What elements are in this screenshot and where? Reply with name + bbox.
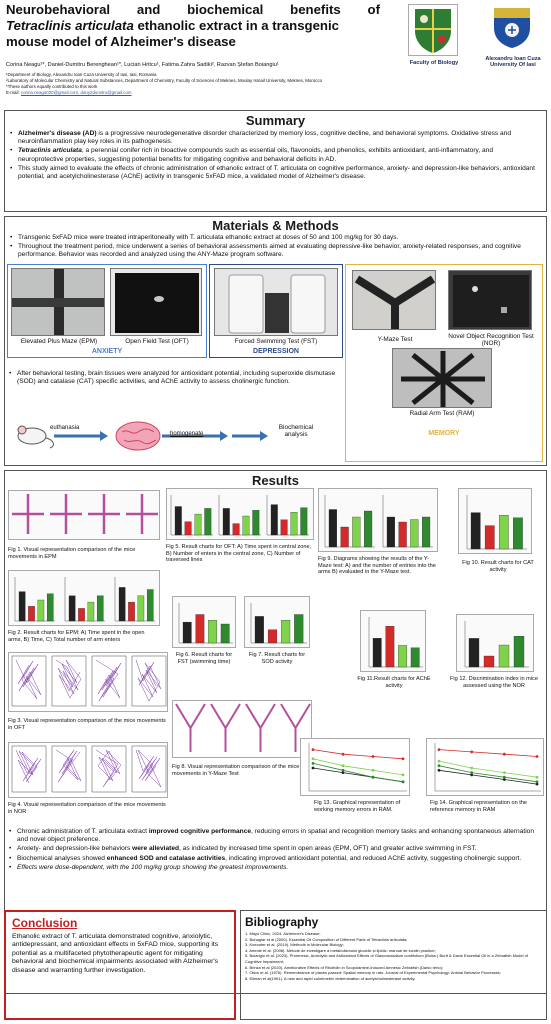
track-mark bbox=[246, 704, 261, 728]
email-label: E-mail: bbox=[6, 90, 20, 95]
title-line-1 bbox=[6, 2, 380, 18]
fig13-panel bbox=[300, 738, 410, 796]
fig7-caption: Fig 7. Result charts for SOD activity bbox=[248, 652, 306, 665]
title-word: and bbox=[136, 2, 161, 17]
oft-photo bbox=[110, 268, 202, 336]
arena-mark bbox=[12, 746, 46, 792]
fig3-panel bbox=[8, 652, 168, 712]
bar-mark bbox=[514, 636, 524, 667]
depression-label: DEPRESSION bbox=[253, 348, 299, 355]
affiliations bbox=[6, 72, 386, 96]
summary-heading: Summary bbox=[245, 113, 306, 128]
fig14-panel bbox=[426, 738, 544, 796]
bar-mark bbox=[47, 594, 53, 621]
conclusion-heading: Conclusion bbox=[12, 916, 78, 930]
fig5-caption: Fig 5. Result charts for OFT: A) Time spent in central zone, B) Number of enters in the central zone, C) Number of traversed lines bbox=[166, 544, 312, 564]
fig5-panel bbox=[166, 488, 314, 540]
bar-mark bbox=[138, 596, 144, 621]
authors: Corina Neagu¹*, Daniel-Dumitru Berenghean¹*, Lucian Hritcu¹, Fatima Zahra Sadiki², Razvan Ștefan Boiangiu¹ bbox=[6, 62, 279, 68]
results-findings bbox=[8, 828, 542, 873]
fig13-caption: Fig 13. Graphical representation of working memory errors in RAM. bbox=[314, 800, 401, 813]
bar-mark bbox=[373, 638, 381, 667]
summary-section bbox=[4, 110, 547, 212]
fst-caption: Forced Swimming Test (FST) bbox=[234, 338, 318, 345]
epm-tracks bbox=[9, 491, 161, 541]
bar-mark bbox=[364, 511, 372, 547]
series-line bbox=[313, 750, 403, 759]
title-text: ethanolic extract in a transgenic bbox=[133, 18, 339, 33]
title-word: Neurobehavioral bbox=[6, 2, 111, 17]
bar-mark bbox=[28, 606, 34, 621]
series-line bbox=[439, 750, 537, 757]
bar-mark bbox=[223, 508, 230, 535]
bar-mark bbox=[301, 508, 308, 535]
bar-mark bbox=[147, 590, 153, 622]
finding-item bbox=[8, 828, 542, 844]
bar-mark bbox=[208, 620, 216, 643]
title-word: benefits bbox=[290, 2, 341, 17]
faculty-label: Faculty of Biology bbox=[409, 60, 459, 66]
oft-caption: Open Field Test (OFT) bbox=[125, 338, 189, 345]
ram-reference-memory-chart bbox=[427, 739, 545, 797]
bar-mark bbox=[341, 527, 349, 547]
summary-item bbox=[9, 147, 540, 163]
fig6-caption: Fig 6. Result charts for FST (swimming time) bbox=[175, 652, 233, 665]
finding-text: Effects were dose-dependent, with the 100 mg/kg group showing the greatest improvements. bbox=[17, 863, 289, 871]
species-name: Tetraclinis articulata bbox=[6, 18, 134, 33]
email-line bbox=[6, 90, 386, 96]
ymaze-tracks bbox=[173, 701, 313, 759]
fig6-panel bbox=[172, 596, 236, 648]
oft-bar-charts bbox=[167, 489, 315, 541]
bar-mark bbox=[243, 516, 250, 535]
fig9-panel bbox=[318, 488, 438, 552]
faculty-crest-icon bbox=[409, 5, 457, 55]
fst-photo bbox=[214, 268, 338, 336]
university-logo bbox=[488, 4, 536, 50]
results-heading: Results bbox=[252, 473, 299, 488]
reference-item: 6. Brinza et al (2020). Ameliorative Effects of Rhoifolin in Scopolamine-Induced Amnesic Zebrafish (Danio rerio); bbox=[245, 964, 444, 970]
bar-mark bbox=[329, 510, 337, 548]
bar-mark bbox=[233, 524, 240, 535]
track-mark bbox=[211, 704, 226, 728]
reference-item: 2. Buhagiar et al (2000). Essential Oil Composition of Different Parts of Tetraclinis articulata; bbox=[245, 936, 408, 942]
open-field-graphic bbox=[111, 269, 202, 336]
fig2-caption: Fig 2. Result charts for EPM: A) Time spent in the open arms, B) Time, C) Total number of arm enters bbox=[8, 630, 145, 643]
bar-mark bbox=[294, 615, 303, 644]
poster-title bbox=[6, 2, 380, 50]
reference-item: 8. Ellman et al(1961). A new and rapid colorimetric determination of acetylcholinesterase activity. bbox=[245, 975, 416, 981]
bibliography-list bbox=[245, 931, 542, 981]
bar-mark bbox=[513, 518, 522, 549]
finding-item bbox=[8, 845, 542, 853]
nor-tracks bbox=[9, 743, 169, 799]
finding-text: , reducing errors in spatial and recognition memory tasks and enhancing spontaneous alternation and novel object preference. bbox=[17, 828, 535, 844]
title-line-2 bbox=[6, 18, 380, 34]
bold-term: Tetraclinis articulata bbox=[18, 147, 82, 155]
ram-photo bbox=[392, 348, 492, 408]
track-mark bbox=[281, 704, 296, 728]
fig10-panel bbox=[458, 488, 532, 554]
methods-item: • Throughout the treatment period, mice underwent a series of behavioral assessments aimed at evaluating depressive-like behavior, anxiety-related responses, and cognitive performance. Behavior was recorded and analyzed using the ANY-Maze program software. bbox=[9, 243, 540, 259]
university-crest-icon bbox=[488, 4, 536, 50]
track-mark bbox=[191, 704, 206, 728]
bar-mark bbox=[69, 596, 75, 621]
bold-term: Alzheimer's disease (AD) bbox=[18, 130, 97, 137]
bar-mark bbox=[499, 515, 508, 549]
conclusion-section bbox=[4, 910, 236, 1020]
affiliation-1: ¹Department of Biology, Alexandru Ioan Cuza University of Iasi, Iasi, Romania bbox=[6, 72, 157, 77]
fig10-caption: Fig 10. Result charts for CAT activity bbox=[462, 560, 534, 573]
memory-label: MEMORY bbox=[428, 430, 460, 437]
item-text: is a progressive neurodegenerative disorder characterized by memory loss, cognitive decline, and behavioral symptoms. Oxidative stress and neuroinflammation play key roles in its pathogenesis. bbox=[18, 130, 512, 146]
finding-text: Anxiety- and depression-like behaviors bbox=[17, 845, 133, 853]
nor-photo bbox=[448, 270, 532, 330]
title-word: of bbox=[367, 2, 380, 17]
bar-mark bbox=[88, 602, 94, 621]
nor-discrimination-chart bbox=[457, 615, 535, 673]
ymaze-photo bbox=[352, 270, 436, 330]
fig12-panel bbox=[456, 614, 534, 672]
bar-mark bbox=[185, 522, 192, 535]
ymaze-bar-charts bbox=[319, 489, 439, 553]
bar-mark bbox=[268, 630, 277, 643]
y-maze-graphic bbox=[353, 271, 436, 330]
fig11-panel bbox=[360, 610, 426, 672]
summary-list bbox=[5, 128, 546, 181]
item-text: This study aimed to evaluate the effects of chronic administration of ethanolic extract of T. articulata on cognitive performance, anxiety- and depression-like behaviors, antioxidant potential, and acetylcholinesterase (AChE) activity in transgenic 5xFAD mice, a validated model of Alzheimer's disease. bbox=[18, 164, 535, 181]
bar-mark bbox=[78, 608, 84, 621]
bar-mark bbox=[196, 615, 204, 644]
reference-item: 4. Artenie et al. (2008). Metode de investigare a metabolismului glucidic și lipidic: manual de lucrări practice; bbox=[245, 947, 436, 953]
bar-mark bbox=[253, 510, 260, 535]
reference-item: 5. Boiangiu et al. (2023). Promnesic, Anxiolytic and Antioxidant Effects of Glaucosciadium cordifolium (Boiss.) Burtt & Davis Essential Oil in a Zebrafish Model of Cognitive Impairment; bbox=[245, 953, 528, 964]
bar-mark bbox=[128, 602, 134, 621]
fig1-caption: Fig 1. Visual representation comparison of the mice movements in EPM bbox=[8, 547, 136, 560]
bar-mark bbox=[386, 626, 394, 667]
track-mark bbox=[296, 704, 311, 728]
fig8-panel bbox=[172, 700, 312, 758]
email-links[interactable]: corina.neagu020@gmail.com, dany2dumitru@gmail.com bbox=[20, 90, 132, 95]
fig1-panel bbox=[8, 490, 160, 540]
homogenate-label: homogenate bbox=[170, 431, 204, 437]
title-line-3: mouse model of Alzheimer's disease bbox=[6, 34, 236, 49]
epm-caption: Elevated Plus Maze (EPM) bbox=[20, 338, 98, 345]
finding-bold: improved cognitive performance bbox=[148, 828, 252, 835]
bar-mark bbox=[119, 587, 125, 621]
finding-text: , indicating improved antioxidant potential, and reduced AChE activity, suggesting cholinergic support. bbox=[225, 854, 522, 862]
finding-bold: were alleviated bbox=[132, 845, 180, 853]
finding-text: , as indicated by increased time spent in open areas (EPM, OFT) and greater active swimming in FST. bbox=[179, 845, 477, 853]
fig14-caption: Fig 14. Graphical representation on the reference memory in RAM bbox=[430, 800, 528, 813]
series-line bbox=[439, 770, 537, 784]
bar-mark bbox=[291, 512, 298, 535]
fig8-caption: Fig 8. Visual representation comparison of the mice movements in Y-Maze Test bbox=[172, 764, 300, 777]
ache-bar-chart bbox=[361, 611, 427, 673]
reference-item: 3. Koeouter et al. (2019). Methods in Molecular Biology; bbox=[245, 942, 344, 948]
bar-mark bbox=[195, 514, 202, 535]
conclusion-text: Ethanolic extract of T. articulata demonstrated cognitive, anxiolytic, antidepressant, and antioxidant effects in 5xFAD mice, supporting its potential as a multifaceted phytotherapeutic agent for mitigating behavioral and biochemical impairments associated with Alzheimer's disease and warranting further investigation. bbox=[12, 933, 219, 974]
bar-mark bbox=[271, 505, 278, 535]
bar-mark bbox=[175, 507, 182, 536]
fig12-caption: Fig 12. Discrimination index in mice assessed using the NOR bbox=[450, 676, 538, 689]
bar-mark bbox=[499, 645, 509, 667]
bar-mark bbox=[485, 526, 494, 549]
bar-mark bbox=[410, 520, 418, 548]
track-mark bbox=[226, 704, 241, 728]
reference-item: 7. Olton et al. (1976). Remembrance of places passed: Spatial memory in rats. Journal of Experimental Psychology: Animal Behavior Processes; bbox=[245, 970, 501, 976]
nor-caption: Novel Object Recognition Test (NOR) bbox=[448, 333, 534, 347]
analysis-label: Biochemical analysis bbox=[278, 424, 314, 438]
faculty-logo bbox=[408, 4, 458, 56]
bar-mark bbox=[281, 620, 290, 643]
fst-bar-chart bbox=[173, 597, 237, 649]
nor-arena-graphic bbox=[449, 271, 532, 330]
arena-mark bbox=[12, 656, 46, 706]
biochem-list bbox=[8, 370, 342, 387]
bar-mark bbox=[484, 656, 494, 667]
bar-mark bbox=[205, 508, 212, 535]
finding-text: Biochemical analyses showed bbox=[17, 854, 107, 862]
bar-mark bbox=[399, 522, 407, 547]
biochem-item: • After behavioral testing, brain tissues were analyzed for antioxidant potential, including superoxide dismutase (SOD) and catalase (CAT) specific activities, and AChE activity to assess cholinergic function. bbox=[8, 370, 342, 386]
fig2-panel bbox=[8, 570, 160, 626]
fig4-caption: Fig 4. Visual representation comparison of the mice movements in NOR bbox=[8, 802, 166, 815]
summary-item bbox=[9, 130, 540, 146]
fig7-panel bbox=[244, 596, 310, 648]
series-line bbox=[439, 766, 537, 782]
bar-mark bbox=[255, 616, 264, 643]
university-label: Alexandru Ioan Cuza University Of Iasi bbox=[485, 56, 541, 68]
cat-bar-chart bbox=[459, 489, 533, 555]
finding-bold: enhanced SOD and catalase activities bbox=[106, 854, 226, 862]
bar-mark bbox=[352, 517, 360, 547]
bar-mark bbox=[19, 592, 25, 621]
plus-maze-graphic bbox=[12, 269, 105, 336]
euthanasia-label: euthanasia bbox=[50, 425, 80, 431]
track-mark bbox=[176, 704, 191, 728]
bar-mark bbox=[471, 513, 480, 549]
fig9-caption: Fig 9. Diagrams showing the results of the Y-Maze test: A) and the number of entries into the arms B) evaluated in the Y-Maze test. bbox=[318, 556, 436, 576]
methods-item: • Transgenic 5xFAD mice were treated intraperitoneally with T. articulata ethanolic extract at doses of 50 and 100 mg/kg for 30 days. bbox=[9, 234, 540, 242]
epm-photo bbox=[11, 268, 105, 336]
fig4-panel bbox=[8, 742, 168, 798]
equal-contribution-note: *These authors equally contributed to this work bbox=[6, 84, 98, 89]
affiliation-2: ²Laboratory of Molecular Chemistry and Natural Substances, Department of Chemistry, Faculty of Sciences of Meknes, Moulay Ismail University, Meknes, Morocco bbox=[6, 78, 323, 83]
oft-tracks bbox=[9, 653, 169, 713]
radial-arm-graphic bbox=[393, 349, 492, 408]
anxiety-label: ANXIETY bbox=[91, 348, 123, 355]
methods-heading: Materials & Methods bbox=[212, 218, 339, 233]
fig3-caption: Fig 3. Visual representation comparison of the mice movements in OFT bbox=[8, 718, 166, 731]
finding-text: Chronic administration of T. articulata extract bbox=[17, 828, 149, 835]
finding-item bbox=[8, 855, 542, 863]
bar-mark bbox=[387, 517, 395, 547]
bar-mark bbox=[422, 517, 430, 547]
ram-caption: Radial Arm Test (RAM) bbox=[409, 410, 475, 417]
bar-mark bbox=[38, 600, 44, 621]
fig11-caption: Fig 11.Result charts for AChE activity bbox=[357, 676, 431, 689]
bar-mark bbox=[469, 638, 479, 667]
bar-mark bbox=[183, 622, 191, 643]
summary-item bbox=[9, 165, 540, 181]
sod-bar-chart bbox=[245, 597, 311, 649]
bar-mark bbox=[221, 624, 229, 643]
ymaze-caption: Y-Maze Test bbox=[377, 336, 413, 343]
bibliography-section bbox=[240, 910, 547, 1020]
reference-item: 1. Mayo Clinic, 2024. Alzheimer's Disease; bbox=[245, 931, 321, 936]
bar-mark bbox=[398, 645, 406, 667]
swim-cylinders-graphic bbox=[215, 269, 338, 336]
epm-bar-charts bbox=[9, 571, 161, 627]
methods-list bbox=[5, 233, 546, 260]
ram-working-memory-chart bbox=[301, 739, 411, 797]
bar-mark bbox=[411, 648, 419, 667]
bar-mark bbox=[281, 520, 288, 535]
track-mark bbox=[261, 704, 276, 728]
item-text: , a perennial conifer rich in bioactive compounds such as essential oils, flavonoids, and phenolics, exhibits antioxidant, anti-inflammatory, and neuroprotective properties, suggesting potential benefits for mitigating cognitive and behavioral deficits in AD. bbox=[18, 147, 494, 163]
bar-mark bbox=[97, 596, 103, 621]
finding-item bbox=[8, 864, 542, 872]
mouse-icon bbox=[18, 426, 53, 448]
brain-icon bbox=[116, 422, 160, 450]
title-word: biochemical bbox=[187, 2, 264, 17]
bibliography-heading: Bibliography bbox=[245, 915, 319, 929]
